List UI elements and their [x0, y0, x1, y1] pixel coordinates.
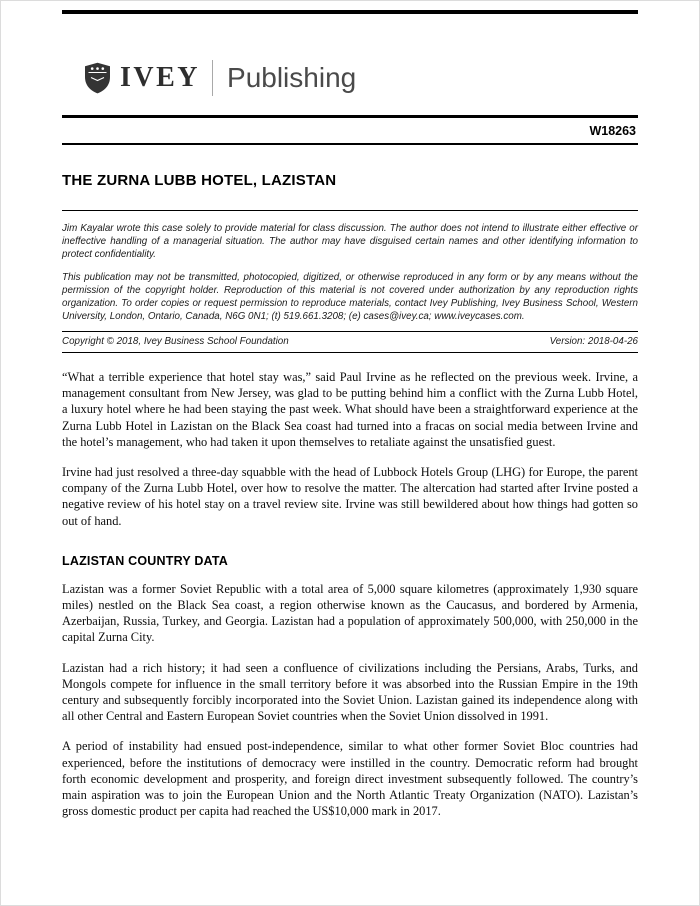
copyright-notice: Copyright © 2018, Ivey Business School Foundation	[62, 336, 289, 347]
body-paragraph: “What a terrible experience that hotel stay was,” said Paul Irvine as he reflected on the previous week. Irvine, a management consultant from New Jersey, was glad to be putting behind him a conflict with the Zurna Lubb Hotel, a luxury hotel where he had been staying the past week. What should have been a straightforward experience at the Zurna Lubb Hotel in Lazistan on the Black Sea coast had turned into a fracas on social media between Irvine and the hotel’s management, who had taken it upon themselves to retaliate against the unsatisfied guest.	[62, 370, 638, 449]
brand-suffix: Publishing	[227, 62, 357, 93]
copyright-rule-bottom	[62, 352, 638, 353]
section-heading-lazistan-country-data: LAZISTAN COUNTRY DATA	[62, 553, 228, 568]
publisher-logo	[84, 60, 638, 96]
logo-divider	[212, 60, 213, 96]
title-rule	[62, 210, 638, 211]
body-paragraph: Lazistan had a rich history; it had seen a confluence of civilizations including the Persians, Arabs, Turks, and Mongols compete for influence in the small territory before it was absorbed into the Russian Empire in the 19th century and subsequently forcibly incorporated into the Soviet Union. Lazistan gained its independence along with all other Central and Eastern European Soviet countries when the Soviet Union dissolved in 1991.	[62, 660, 638, 724]
brand-name: IVEY	[120, 62, 201, 93]
version-label: Version: 2018-04-26	[549, 336, 638, 347]
disclaimer-paragraph: Jim Kayalar wrote this case solely to provide material for class discussion. The author does not intend to illustrate either effective or ineffective handling of a managerial situation. The author may have disguised certain names and other identifying information to protect confidentiality.	[62, 223, 638, 260]
top-rule	[62, 10, 638, 14]
permissions-paragraph: This publication may not be transmitted, photocopied, digitized, or otherwise reproduced in any form or by any means without the permission of the copyright holder. Reproduction of this material is not covered under authorization by any reproduction rights organization. To order copies or request permission to reproduce materials, contact Ivey Publishing, Ivey Business School, Western University, London, Ontario, Canada, N6G 0N1; (t) 519.661.3208; (e) cases@ivey.ca; www.iveycases.com.	[62, 272, 638, 322]
doc-number: W18263	[589, 124, 636, 138]
body-paragraph: Lazistan was a former Soviet Republic with a total area of 5,000 square kilometres (approximately 1,930 square miles) nestled on the Black Sea coast, a region otherwise known as the Caucasus, and bordered by Armenia, Azerbaijan, Russia, Turkey, and Georgia. Lazistan had a population of approximately 500,000, with 250,000 in the capital Zurna City.	[62, 581, 638, 645]
copyright-row	[62, 332, 638, 352]
doc-number-row	[62, 118, 638, 143]
body-paragraph: Irvine had just resolved a three-day squabble with the head of Lubbock Hotels Group (LHG) for Europe, the parent company of the Zurna Lubb Hotel, over how to resolve the matter. The altercation had started after Irvine posted a negative review of his hotel stay on a travel review site. Irvine was still bewildered about how things had gotten so out of hand.	[62, 465, 638, 528]
ivey-shield-icon	[84, 62, 111, 94]
case-title: THE ZURNA LUBB HOTEL, LAZISTAN	[62, 172, 337, 189]
header-rule-bottom	[62, 143, 638, 145]
body-paragraph: A period of instability had ensued post-independence, similar to what other former Soviet Bloc countries had experienced, before the institutions of democracy were instilled in the country. Democratic reform had brought forth economic development and prosperity, and foreign direct investment subsequently followed. The country’s main aspiration was to join the European Union and the North Atlantic Treaty Organization (NATO). Lazistan’s gross domestic product per capita had reached the US$10,000 mark in 2017.	[62, 739, 638, 819]
